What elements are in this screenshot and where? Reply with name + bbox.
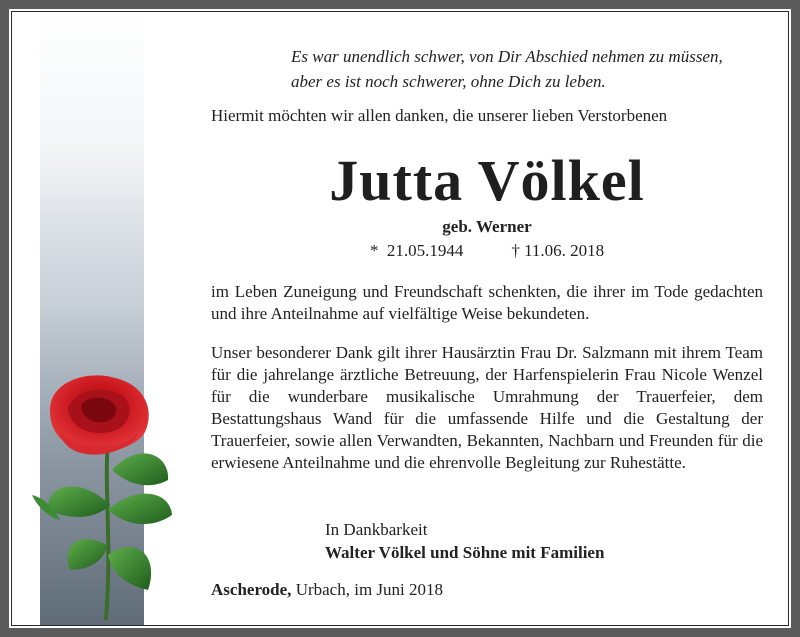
motto-line-2: aber es ist noch schwerer, ohne Dich zu leben. xyxy=(291,72,606,91)
signers: Walter Völkel und Söhne mit Familien xyxy=(325,543,605,562)
motto xyxy=(291,44,771,94)
place-rest: Urbach, im Juni 2018 xyxy=(291,580,444,599)
place-and-date xyxy=(211,579,443,601)
rose-stem xyxy=(106,440,108,620)
deceased-name: Jutta Völkel xyxy=(329,148,645,213)
rose-leaf xyxy=(108,547,151,590)
thanks-paragraph-1: im Leben Zuneigung und Freundschaft schenkten, die ihrer im Tode gedachten und ihre Anteilnahme auf vielfältige Weise bekundeten. xyxy=(211,282,763,323)
birth-date: * 21.05.1944 xyxy=(369,241,464,260)
rose-leaf xyxy=(48,486,110,516)
content-area xyxy=(211,0,763,637)
closing xyxy=(325,518,604,564)
thanks-paragraph-2: Unser besonderer Dank gilt ihrer Hausärztin Frau Dr. Salzmann mit ihrem Team für die jahrelange ärztliche Betreuung, der Harfenspielerin Frau Nicole Wenzel für die wunderbare musikalische Umrahmung der Trauerfeier, dem Bestattungshaus Wand für die umfassende Hilfe und die Gestaltung der Trauerfeier, sowie allen Verwandten, Bekannten, Nachbarn und Freunden für die erwiesene Anteilnahme und die ehrenvolle Begleitung zur Ruhestätte. xyxy=(211,343,763,472)
rose-illustration xyxy=(20,370,180,626)
intro-text: Hiermit möchten wir allen danken, die unserer lieben Verstorbenen xyxy=(211,106,668,125)
life-dates xyxy=(211,240,763,262)
motto-line-1: Es war unendlich schwer, von Dir Abschied nehmen zu müssen, xyxy=(291,47,723,66)
rose-leaf xyxy=(67,539,107,570)
maiden-name: geb. Werner xyxy=(442,217,532,236)
death-date: † 11.06. 2018 xyxy=(511,241,605,260)
rose-leaf xyxy=(112,453,168,485)
place-town: Ascherode, xyxy=(211,580,292,599)
closing-phrase: In Dankbarkeit xyxy=(325,520,428,539)
rose-leaf xyxy=(108,494,172,524)
